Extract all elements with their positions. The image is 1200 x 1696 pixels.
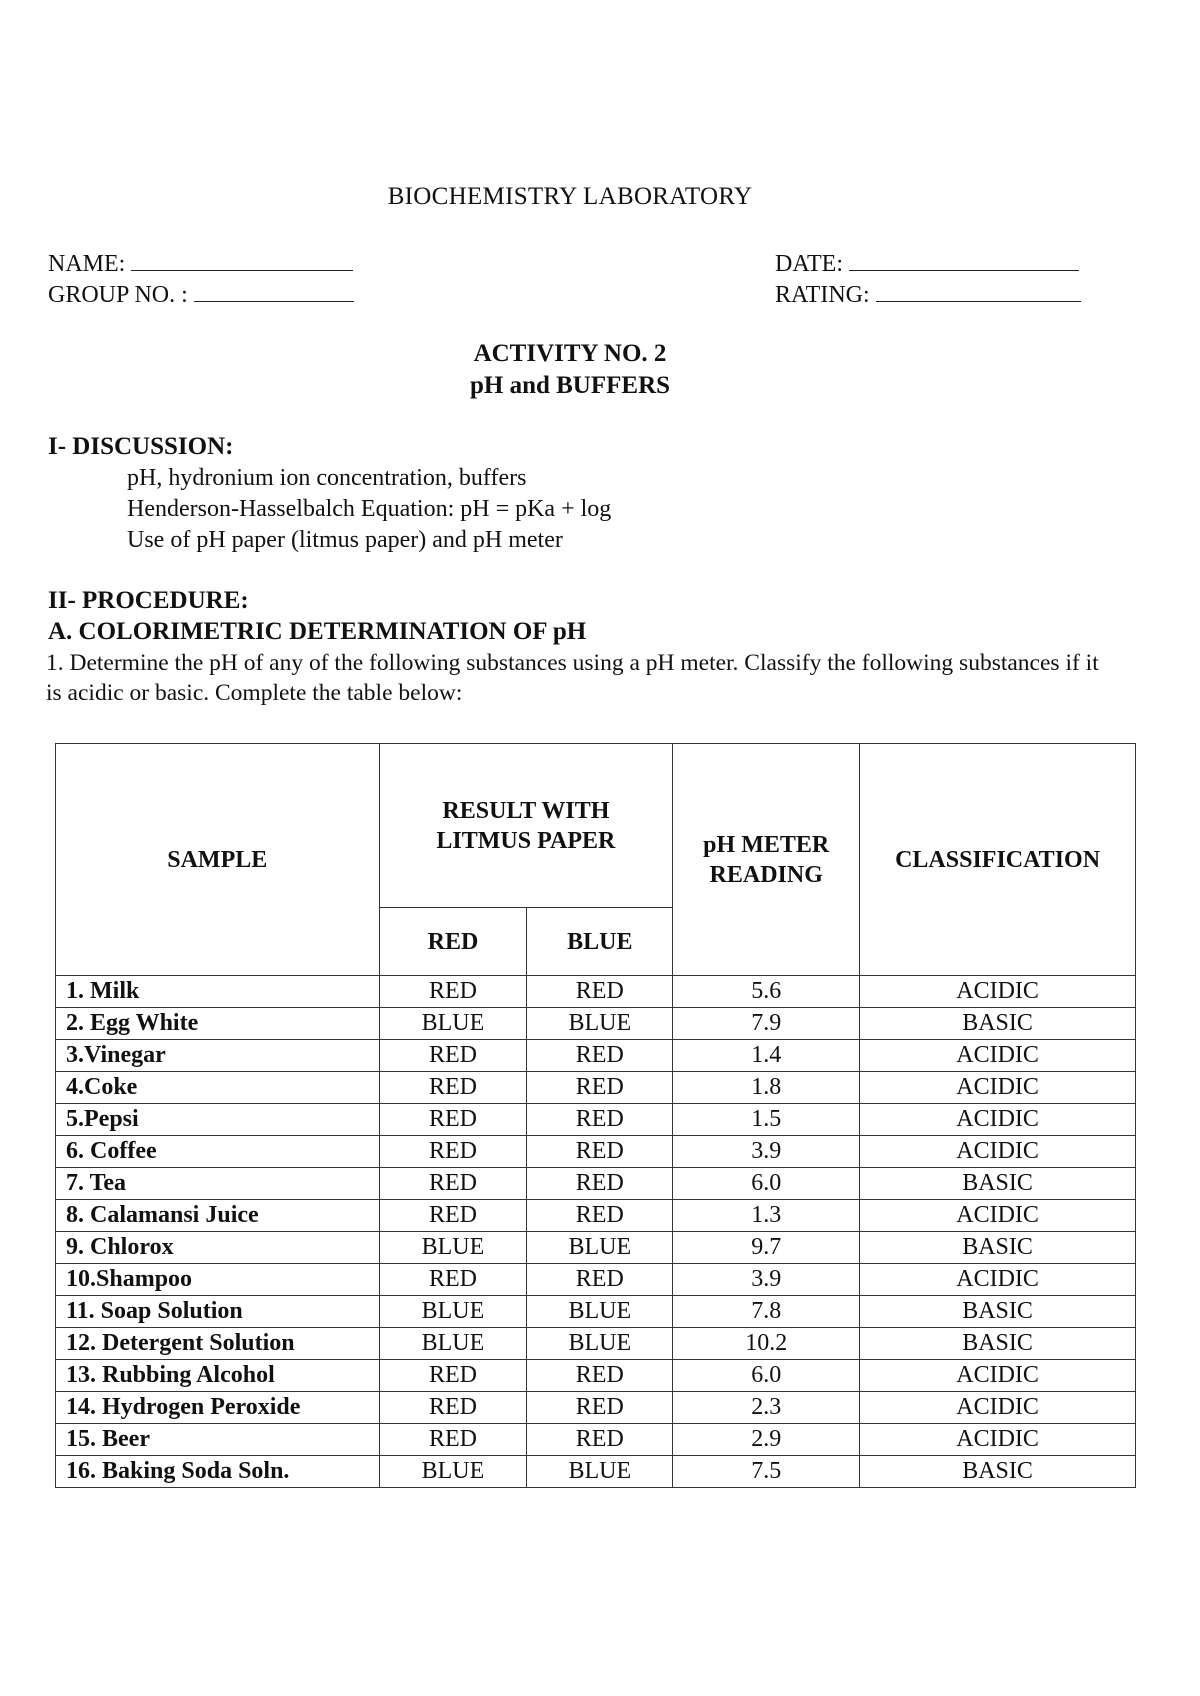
name-blank — [131, 248, 353, 271]
table-row — [56, 1072, 1136, 1104]
sample-cell: 14. Hydrogen Peroxide — [56, 1392, 380, 1424]
table-row — [56, 1136, 1136, 1168]
litmus-red-cell: RED — [379, 1392, 527, 1424]
sample-cell: 5.Pepsi — [56, 1104, 380, 1136]
classification-cell: ACIDIC — [860, 1040, 1136, 1072]
classification-cell: BASIC — [860, 1008, 1136, 1040]
litmus-red-cell: BLUE — [379, 1232, 527, 1264]
table-row — [56, 1104, 1136, 1136]
sample-cell: 15. Beer — [56, 1424, 380, 1456]
ph-reading-cell: 10.2 — [673, 1328, 860, 1360]
litmus-blue-cell: RED — [527, 1040, 673, 1072]
ph-reading-cell: 2.9 — [673, 1424, 860, 1456]
header-sample: SAMPLE — [56, 744, 380, 976]
ph-reading-cell: 1.3 — [673, 1200, 860, 1232]
litmus-blue-cell: RED — [527, 1392, 673, 1424]
litmus-red-cell: BLUE — [379, 1328, 527, 1360]
ph-reading-cell: 7.8 — [673, 1296, 860, 1328]
table-row — [56, 1168, 1136, 1200]
rating-blank — [876, 279, 1081, 302]
ph-reading-cell: 2.3 — [673, 1392, 860, 1424]
results-table — [55, 743, 1136, 1488]
ph-reading-cell: 9.7 — [673, 1232, 860, 1264]
ph-reading-cell: 1.4 — [673, 1040, 860, 1072]
ph-reading-cell: 1.5 — [673, 1104, 860, 1136]
classification-cell: BASIC — [860, 1328, 1136, 1360]
table-row — [56, 1232, 1136, 1264]
sample-cell: 6. Coffee — [56, 1136, 380, 1168]
table-row — [56, 1360, 1136, 1392]
litmus-red-cell: RED — [379, 1136, 527, 1168]
classification-cell: ACIDIC — [860, 1072, 1136, 1104]
table-row — [56, 1040, 1136, 1072]
litmus-blue-cell: BLUE — [527, 1296, 673, 1328]
name-label: NAME: — [48, 251, 126, 277]
litmus-blue-cell: BLUE — [527, 1456, 673, 1488]
table-row — [56, 1008, 1136, 1040]
sample-cell: 9. Chlorox — [56, 1232, 380, 1264]
table-row — [56, 1264, 1136, 1296]
header-classification: CLASSIFICATION — [860, 744, 1136, 976]
litmus-red-cell: RED — [379, 976, 527, 1008]
litmus-blue-cell: RED — [527, 1264, 673, 1296]
rating-label: RATING: — [775, 282, 870, 308]
litmus-blue-cell: RED — [527, 976, 673, 1008]
litmus-blue-cell: BLUE — [527, 1328, 673, 1360]
header-litmus: RESULT WITH LITMUS PAPER — [379, 744, 673, 908]
activity-heading — [0, 338, 1140, 402]
classification-cell: ACIDIC — [860, 1360, 1136, 1392]
discussion-line: pH, hydronium ion concentration, buffers — [127, 465, 527, 491]
sample-cell: 10.Shampoo — [56, 1264, 380, 1296]
ph-reading-cell: 6.0 — [673, 1360, 860, 1392]
litmus-blue-cell: RED — [527, 1072, 673, 1104]
sample-cell: 8. Calamansi Juice — [56, 1200, 380, 1232]
classification-cell: ACIDIC — [860, 976, 1136, 1008]
ph-reading-cell: 3.9 — [673, 1136, 860, 1168]
sample-cell: 12. Detergent Solution — [56, 1328, 380, 1360]
litmus-red-cell: BLUE — [379, 1296, 527, 1328]
litmus-red-cell: RED — [379, 1104, 527, 1136]
sample-cell: 1. Milk — [56, 976, 380, 1008]
classification-cell: BASIC — [860, 1296, 1136, 1328]
litmus-blue-cell: RED — [527, 1424, 673, 1456]
date-blank — [849, 248, 1079, 271]
document-title: BIOCHEMISTRY LABORATORY — [387, 183, 753, 210]
sample-cell: 11. Soap Solution — [56, 1296, 380, 1328]
results-table-body — [56, 976, 1136, 1488]
rating-field — [775, 279, 1081, 309]
table-row — [56, 1200, 1136, 1232]
ph-reading-cell: 1.8 — [673, 1072, 860, 1104]
classification-cell: ACIDIC — [860, 1200, 1136, 1232]
classification-cell: ACIDIC — [860, 1104, 1136, 1136]
litmus-red-cell: RED — [379, 1264, 527, 1296]
classification-cell: ACIDIC — [860, 1392, 1136, 1424]
discussion-line: Use of pH paper (litmus paper) and pH meter — [127, 527, 563, 553]
header-red: RED — [379, 908, 527, 976]
group-field — [48, 279, 354, 309]
table-row — [56, 1392, 1136, 1424]
procedure-heading: II- PROCEDURE: — [48, 587, 249, 614]
classification-cell: BASIC — [860, 1168, 1136, 1200]
header-blue: BLUE — [527, 908, 673, 976]
sample-cell: 13. Rubbing Alcohol — [56, 1360, 380, 1392]
sample-cell: 7. Tea — [56, 1168, 380, 1200]
litmus-red-cell: RED — [379, 1168, 527, 1200]
procedure-subheading: A. COLORIMETRIC DETERMINATION OF pH — [48, 618, 587, 645]
litmus-red-cell: RED — [379, 1040, 527, 1072]
group-label: GROUP NO. : — [48, 282, 188, 308]
date-label: DATE: — [775, 251, 843, 277]
ph-reading-cell: 7.5 — [673, 1456, 860, 1488]
ph-reading-cell: 6.0 — [673, 1168, 860, 1200]
classification-cell: BASIC — [860, 1456, 1136, 1488]
litmus-red-cell: RED — [379, 1072, 527, 1104]
litmus-red-cell: RED — [379, 1360, 527, 1392]
discussion-heading: I- DISCUSSION: — [48, 433, 234, 460]
table-row — [56, 1296, 1136, 1328]
discussion-line: Henderson-Hasselbalch Equation: pH = pKa + log — [127, 496, 612, 522]
classification-cell: BASIC — [860, 1232, 1136, 1264]
litmus-red-cell: RED — [379, 1200, 527, 1232]
date-field — [775, 248, 1079, 278]
litmus-blue-cell: RED — [527, 1104, 673, 1136]
name-field — [48, 248, 353, 278]
litmus-blue-cell: RED — [527, 1136, 673, 1168]
table-row — [56, 1328, 1136, 1360]
table-row — [56, 1424, 1136, 1456]
table-row — [56, 976, 1136, 1008]
ph-reading-cell: 3.9 — [673, 1264, 860, 1296]
litmus-red-cell: BLUE — [379, 1008, 527, 1040]
ph-reading-cell: 7.9 — [673, 1008, 860, 1040]
litmus-blue-cell: BLUE — [527, 1008, 673, 1040]
litmus-red-cell: BLUE — [379, 1456, 527, 1488]
table-row — [56, 1456, 1136, 1488]
litmus-red-cell: RED — [379, 1424, 527, 1456]
litmus-blue-cell: RED — [527, 1360, 673, 1392]
sample-cell: 2. Egg White — [56, 1008, 380, 1040]
sample-cell: 3.Vinegar — [56, 1040, 380, 1072]
classification-cell: ACIDIC — [860, 1264, 1136, 1296]
activity-title: pH and BUFFERS — [469, 372, 671, 399]
procedure-step-1: 1. Determine the pH of any of the following substances using a pH meter. Classify the following substances if it is acidic or basic. Complete the table below: — [46, 650, 1099, 706]
sample-cell: 4.Coke — [56, 1072, 380, 1104]
header-ph-reading: pH METER READING — [673, 744, 860, 976]
classification-cell: ACIDIC — [860, 1136, 1136, 1168]
ph-reading-cell: 5.6 — [673, 976, 860, 1008]
litmus-blue-cell: RED — [527, 1200, 673, 1232]
activity-number: ACTIVITY NO. 2 — [473, 340, 667, 367]
group-blank — [194, 279, 354, 302]
sample-cell: 16. Baking Soda Soln. — [56, 1456, 380, 1488]
classification-cell: ACIDIC — [860, 1424, 1136, 1456]
litmus-blue-cell: BLUE — [527, 1232, 673, 1264]
litmus-blue-cell: RED — [527, 1168, 673, 1200]
